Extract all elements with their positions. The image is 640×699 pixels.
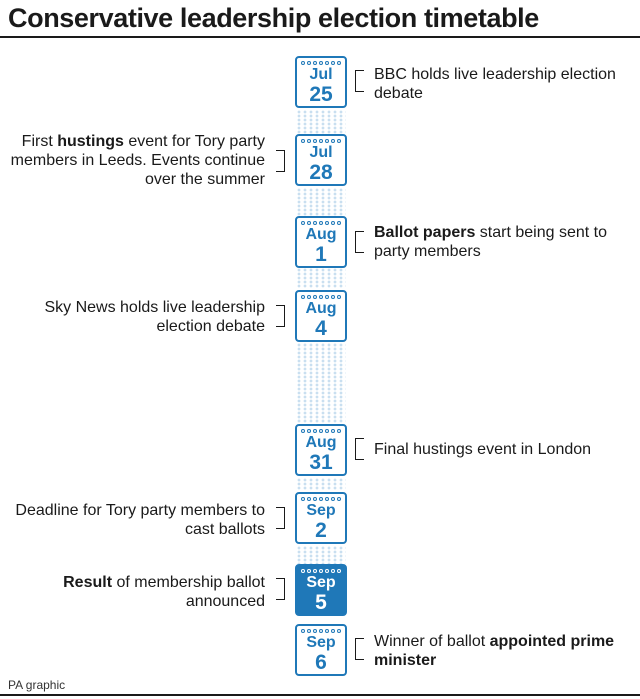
- calendar-day: 28: [309, 161, 333, 184]
- event-description: Ballot papers start being sent to party members: [374, 224, 607, 260]
- event-description: Winner of ballot appointed prime minister: [374, 633, 615, 669]
- connector-bracket: [276, 578, 285, 600]
- calendar-month: Jul: [309, 66, 333, 83]
- event-description: First hustings event for Tory party members in Leeds. Events continue over the summer: [10, 133, 265, 188]
- page-title: Conservative leadership election timetable: [8, 3, 539, 33]
- event-description: BBC holds live leadership election debate: [374, 66, 616, 102]
- calendar-icon: [295, 424, 347, 476]
- connector-bracket: [276, 305, 285, 327]
- ghost-calendar-stack: [296, 546, 346, 564]
- event-description: Sky News holds live leadership election debate: [44, 299, 265, 335]
- calendar-icon-highlighted: [295, 564, 347, 616]
- calendar-month: Jul: [309, 144, 333, 161]
- connector-bracket: [276, 507, 285, 529]
- calendar-month: Sep: [306, 634, 336, 651]
- calendar-month: Sep: [306, 574, 336, 591]
- event-description: Final hustings event in London: [374, 441, 592, 458]
- calendar-day: 1: [315, 243, 327, 266]
- footer-divider: [0, 694, 640, 696]
- calendar-icon: [295, 290, 347, 342]
- connector-bracket: [276, 150, 285, 172]
- ghost-calendar-stack: [296, 478, 346, 490]
- connector-bracket: [355, 231, 364, 253]
- ghost-calendar-stack: [296, 268, 346, 288]
- ghost-calendar-stack: [296, 188, 346, 216]
- calendar-month: Aug: [305, 434, 337, 451]
- event-description: Result of membership ballot announced: [63, 574, 265, 610]
- calendar-month: Sep: [306, 502, 336, 519]
- calendar-icon: [295, 134, 347, 186]
- calendar-month: Aug: [305, 226, 337, 243]
- calendar-icon: [295, 492, 347, 544]
- calendar-day: 4: [315, 317, 327, 340]
- ghost-calendar-stack: [296, 110, 346, 134]
- credit-text: PA graphic: [8, 678, 66, 692]
- calendar-day: 5: [315, 591, 327, 614]
- event-description: Deadline for Tory party members to cast ballots: [15, 502, 265, 538]
- calendar-icon: [295, 624, 347, 676]
- calendar-month: Aug: [305, 300, 337, 317]
- connector-bracket: [355, 70, 364, 92]
- calendar-icon: [295, 56, 347, 108]
- calendar-day: 2: [315, 519, 327, 542]
- title-divider: [0, 36, 640, 38]
- connector-bracket: [355, 638, 364, 660]
- connector-bracket: [355, 438, 364, 460]
- calendar-day: 31: [309, 451, 333, 474]
- ghost-calendar-stack: [296, 343, 346, 423]
- calendar-day: 6: [315, 651, 327, 674]
- calendar-day: 25: [309, 83, 333, 106]
- calendar-icon: [295, 216, 347, 268]
